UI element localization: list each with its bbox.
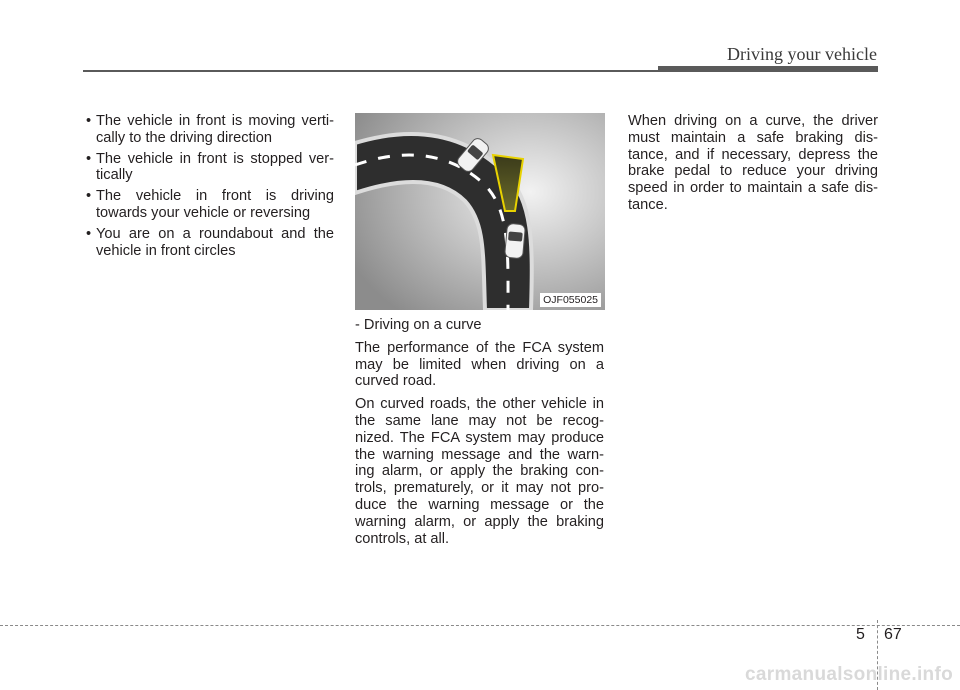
subheading: - Driving on a curve — [355, 317, 482, 333]
paragraph: The performance of the FCA system may be limited when driving on a curved road. — [355, 339, 604, 390]
header-rule-accent — [658, 66, 878, 72]
figure-code: OJF055025 — [540, 293, 601, 307]
curved-road-diagram — [355, 113, 605, 310]
paragraph: On curved roads, the other vehicle in the same lane may not be recog-nized. The FCA system may produce the warning message and the warn-ing alarm, or apply the braking con-trols, prematurely, or it may not pro-duce the warning message or the warning alarm, or apply the braking controls, at all. — [355, 396, 604, 547]
front-vehicle — [505, 223, 526, 258]
list-item: • The vehicle in front is driving towards your vehicle or reversing — [83, 188, 334, 222]
chapter-number: 5 — [856, 626, 865, 643]
footer-rule — [0, 625, 960, 626]
watermark: carmanualsonline.info — [745, 664, 953, 685]
middle-column — [355, 317, 604, 553]
list-item: • You are on a roundabout and the vehicle in front circles — [83, 226, 334, 260]
curve-illustration — [355, 113, 605, 310]
page-number: 67 — [884, 626, 902, 643]
condition-list — [83, 113, 334, 259]
right-column — [628, 113, 878, 220]
list-item: • The vehicle in front is stopped ver-tically — [83, 151, 334, 185]
left-column — [83, 113, 334, 263]
list-item: • The vehicle in front is moving verti-cally to the driving direction — [83, 113, 334, 147]
paragraph: When driving on a curve, the driver must maintain a safe braking dis-tance, and if necessary, depress the brake pedal to reduce your driving speed in order to maintain a safe dis-tance. — [628, 113, 878, 213]
section-title: Driving your vehicle — [727, 44, 877, 64]
